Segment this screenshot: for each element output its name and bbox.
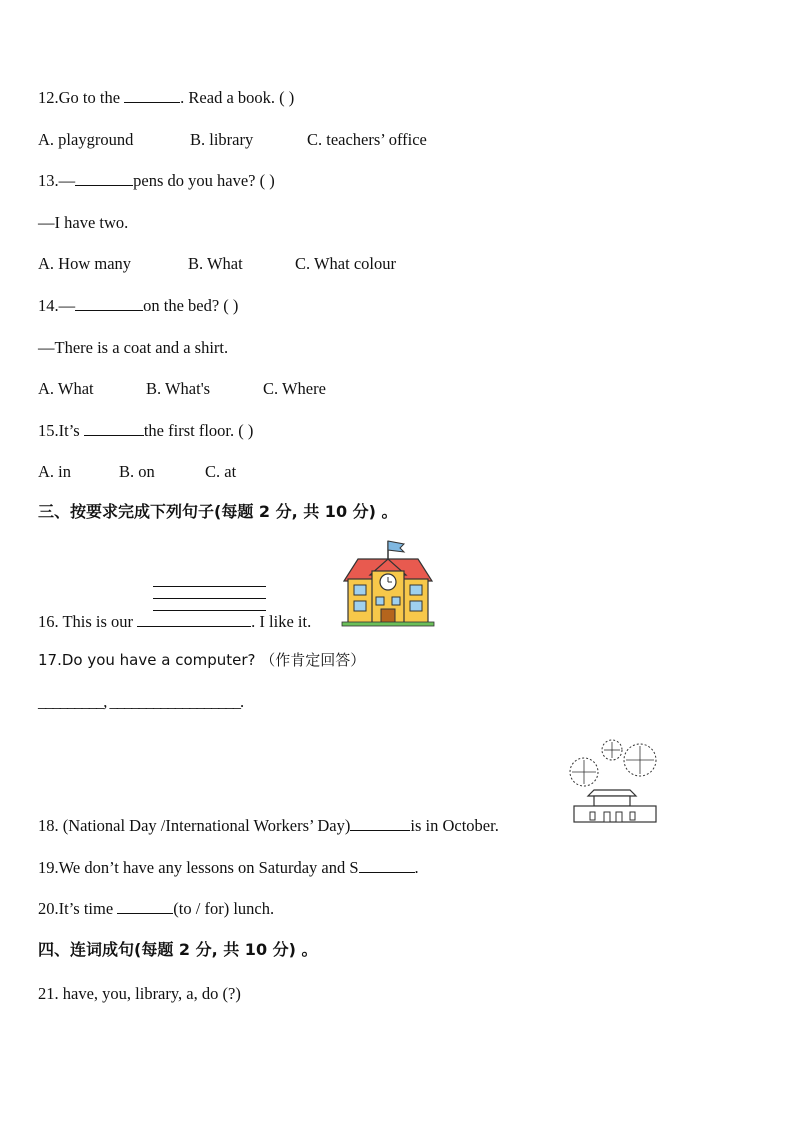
option-a[interactable]: A. in [38, 462, 71, 481]
answer-blank[interactable] [124, 88, 180, 103]
answer-blank[interactable] [137, 612, 251, 627]
question-16-suffix: . I like it. [251, 612, 312, 631]
option-b[interactable]: B. on [119, 462, 155, 481]
fireworks-tiananmen-icon [560, 738, 664, 824]
answer-blank[interactable] [359, 858, 415, 873]
section-3-heading: 三、按要求完成下列句子(每题 2 分, 共 10 分) 。 [38, 502, 398, 521]
question-15 [38, 421, 253, 441]
question-13-suffix: pens do you have? ( ) [133, 171, 275, 190]
question-12 [38, 88, 294, 108]
question-14-response: —There is a coat and a shirt. [38, 338, 229, 357]
question-13 [38, 171, 275, 191]
option-b[interactable]: B. What [188, 254, 243, 273]
option-a[interactable]: A. playground [38, 130, 134, 149]
option-a[interactable]: A. What [38, 379, 94, 398]
question-13-response: —I have two. [38, 213, 129, 232]
section-4-heading: 四、连词成句(每题 2 分, 共 10 分) 。 [38, 940, 318, 959]
question-20-prefix: 20.It’s time [38, 899, 118, 918]
question-17: 17.Do you have a computer? （作肯定回答） [38, 651, 366, 669]
question-14-prefix: 14.— [38, 296, 76, 315]
answer-blank[interactable] [84, 421, 144, 436]
option-c[interactable]: C. at [205, 462, 237, 481]
writing-line[interactable] [153, 586, 266, 587]
option-c[interactable]: C. teachers’ office [307, 130, 427, 149]
question-16-prefix: 16. This is our [38, 612, 138, 631]
question-14 [38, 296, 238, 316]
option-b[interactable]: B. library [190, 130, 254, 149]
question-15-suffix: the first floor. ( ) [143, 421, 254, 440]
option-c[interactable]: C. What colour [295, 254, 396, 273]
answer-blank[interactable] [75, 296, 143, 311]
school-building-icon [340, 537, 436, 627]
question-20 [38, 899, 274, 919]
question-19-suffix: . [414, 858, 419, 877]
question-16 [38, 612, 311, 632]
question-17-answer-line[interactable]: _________, __________________. [38, 692, 244, 711]
question-15-prefix: 15.It’s [38, 421, 84, 440]
question-18 [38, 816, 499, 836]
question-12-prefix: 12.Go to the [38, 88, 125, 107]
writing-line[interactable] [153, 610, 266, 611]
question-21: 21. have, you, library, a, do (?) [38, 984, 241, 1003]
option-c[interactable]: C. Where [263, 379, 326, 398]
question-14-suffix: on the bed? ( ) [143, 296, 239, 315]
question-13-prefix: 13.— [38, 171, 76, 190]
question-12-suffix: . Read a book. ( ) [180, 88, 295, 107]
answer-blank[interactable] [75, 171, 133, 186]
question-19 [38, 858, 419, 878]
question-18-suffix: is in October. [410, 816, 499, 835]
answer-blank[interactable] [350, 816, 410, 831]
answer-blank[interactable] [117, 899, 173, 914]
writing-line[interactable] [153, 598, 266, 599]
option-a[interactable]: A. How many [38, 254, 132, 273]
question-19-prefix: 19.We don’t have any lessons on Saturday and S [38, 858, 359, 877]
option-b[interactable]: B. What's [146, 379, 211, 398]
question-18-prefix: 18. (National Day /International Workers’ Day) [38, 816, 351, 835]
question-20-suffix: (to / for) lunch. [173, 899, 275, 918]
